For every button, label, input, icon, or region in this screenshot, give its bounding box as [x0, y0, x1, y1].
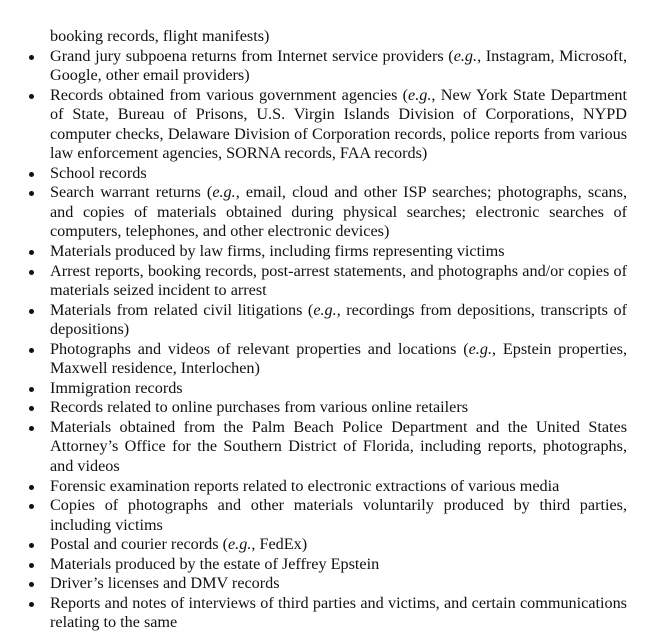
list-item: Materials produced by law firms, including firms representing victims: [50, 242, 627, 262]
evidence-list: [0, 47, 659, 633]
bullet-icon: [29, 55, 34, 60]
bullet-icon: [29, 250, 34, 255]
list-item: Driver’s licenses and DMV records: [50, 574, 627, 594]
bullet-icon: [29, 504, 34, 509]
list-item: Records related to online purchases from various online retailers: [50, 398, 627, 418]
list-item: Records obtained from various government agencies (e.g., New York State Department of State, Bureau of Prisons, U.S. Virgin Islands Division of Corporations, NYPD computer checks, Delaware Division of Corporation records, police reports from various law enforcement agencies, SORNA records, FAA records): [50, 86, 627, 164]
bullet-icon: [29, 426, 34, 431]
bullet-icon: [29, 563, 34, 568]
list-item: Materials obtained from the Palm Beach Police Department and the United States Attorney’s Office for the Southern District of Florida, including reports, photographs, and videos: [50, 418, 627, 477]
list-item: Photographs and videos of relevant properties and locations (e.g., Epstein properties, Maxwell residence, Interlochen): [50, 340, 627, 379]
list-item: Immigration records: [50, 379, 627, 399]
list-item: Grand jury subpoena returns from Internet service providers (e.g., Instagram, Microsoft, Google, other email providers): [50, 47, 627, 86]
bullet-icon: [29, 94, 34, 99]
list-item: Postal and courier records (e.g., FedEx): [50, 535, 627, 555]
bullet-icon: [29, 406, 34, 411]
list-item: Reports and notes of interviews of third parties and victims, and certain communications relating to the same: [50, 594, 627, 633]
bullet-icon: [29, 270, 34, 275]
list-item: Copies of photographs and other materials voluntarily produced by third parties, including victims: [50, 496, 627, 535]
list-item: Materials from related civil litigations (e.g., recordings from depositions, transcripts of depositions): [50, 301, 627, 340]
continuation-text: booking records, flight manifests): [50, 27, 270, 45]
bullet-icon: [29, 172, 34, 177]
list-item: Arrest reports, booking records, post-arrest statements, and photographs and/or copies of materials seized incident to arrest: [50, 262, 627, 301]
bullet-icon: [29, 348, 34, 353]
bullet-icon: [29, 582, 34, 587]
list-item: Forensic examination reports related to electronic extractions of various media: [50, 477, 627, 497]
bullet-icon: [29, 543, 34, 548]
bullet-icon: [29, 387, 34, 392]
list-item: School records: [50, 164, 627, 184]
list-item: Search warrant returns (e.g., email, cloud and other ISP searches; photographs, scans, and copies of materials obtained during physical searches; electronic searches of computers, telephones, and other electronic devices): [50, 183, 627, 242]
bullet-icon: [29, 602, 34, 607]
document-page: [0, 27, 659, 633]
bullet-icon: [29, 191, 34, 196]
bullet-icon: [29, 485, 34, 490]
bullet-icon: [29, 309, 34, 314]
list-item: Materials produced by the estate of Jeffrey Epstein: [50, 555, 627, 575]
